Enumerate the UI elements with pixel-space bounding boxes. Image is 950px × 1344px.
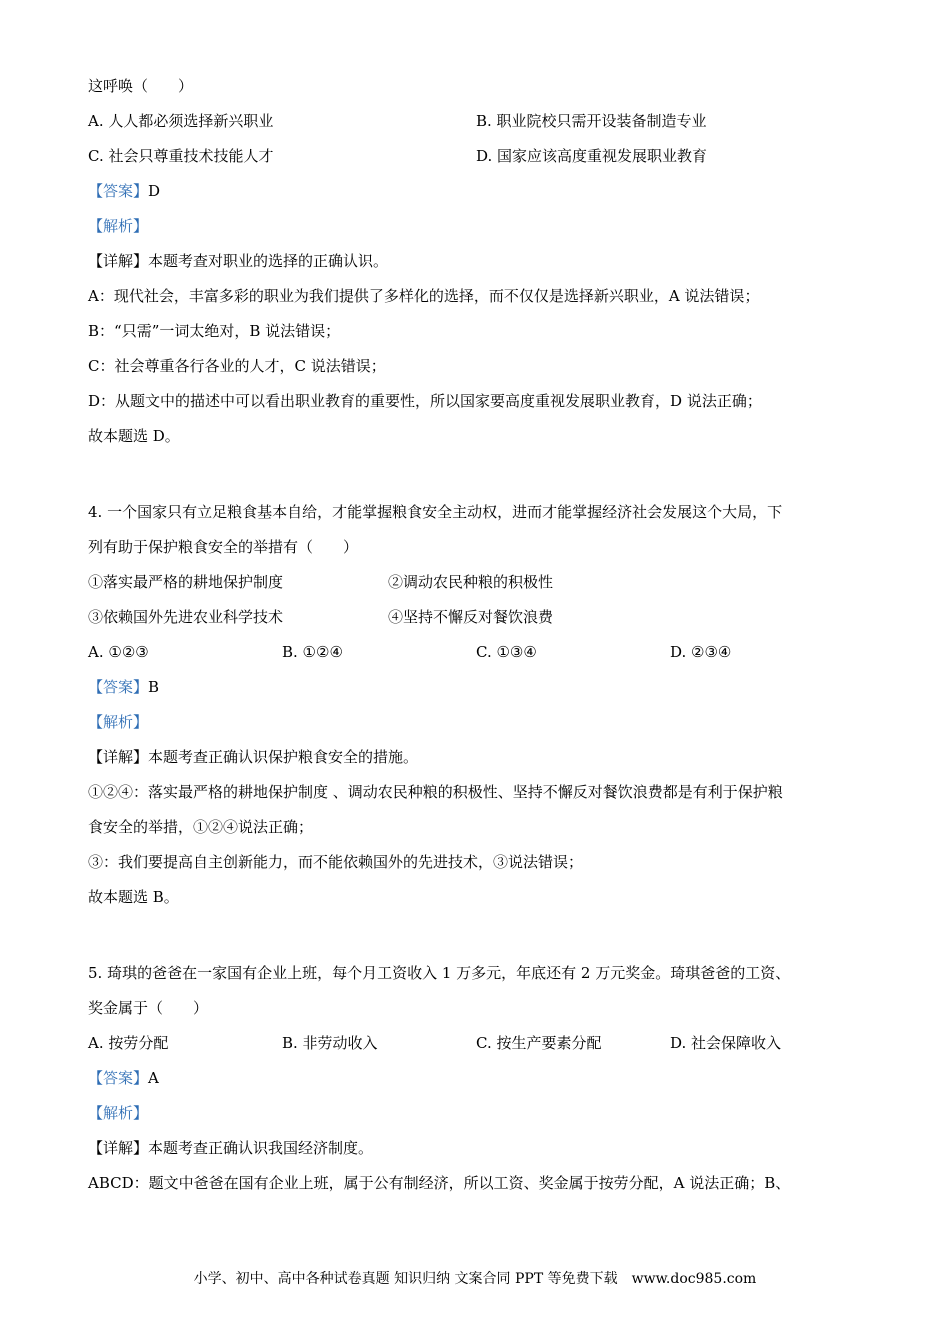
q4-item-2: ②调动农民种粮的积极性 <box>388 573 554 591</box>
q5-explanation-line: ABCD：题文中爸爸在国有企业上班，属于公有制经济，所以工资、奖金属于按劳分配，A 说法正确；B、 <box>88 1174 791 1192</box>
q3-option-d: D. 国家应该高度重视发展职业教育 <box>476 147 708 165</box>
q3-option-b: B. 职业院校只需开设装备制造专业 <box>476 112 707 130</box>
q4-detail <box>88 747 418 767</box>
answer-value: B <box>148 678 160 696</box>
q4-item-1: ①落实最严格的耕地保护制度 <box>88 573 284 591</box>
q4-option-d: D. ②③④ <box>670 643 732 661</box>
q4-option-b: B. ①②④ <box>282 643 343 661</box>
answer-tag: 【答案】 <box>88 1069 149 1087</box>
q5-stem-line1: 5. 琦琪的爸爸在一家国有企业上班，每个月工资收入 1 万多元，年底还有 2 万元奖金。琦琪爸爸的工资、 <box>88 964 791 982</box>
detail-text: 本题考查正确认识保护粮食安全的措施。 <box>148 748 419 766</box>
q4-item-3: ③依赖国外先进农业科学技术 <box>88 608 284 626</box>
answer-value: D <box>148 182 161 200</box>
q5-option-d: D. 社会保障收入 <box>670 1034 782 1052</box>
detail-tag: 【详解】 <box>88 748 149 766</box>
detail-tag: 【详解】 <box>88 1139 149 1157</box>
q4-stem-line2: 列有助于保护粮食安全的举措有（ ） <box>88 538 359 556</box>
q3-option-a: A. 人人都必须选择新兴职业 <box>88 112 274 130</box>
q4-option-a: A. ①②③ <box>88 643 149 661</box>
q3-explanation-line: A：现代社会，丰富多彩的职业为我们提供了多样化的选择，而不仅仅是选择新兴职业，A 说法错误； <box>88 287 760 305</box>
q4-stem-line1: 4. 一个国家只有立足粮食基本自给，才能掌握粮食安全主动权，进而才能掌握经济社会发展这个大局，下 <box>88 503 783 521</box>
detail-text: 本题考查对职业的选择的正确认识。 <box>148 252 389 270</box>
q4-explanation-line: 食安全的举措，①②④说法正确； <box>88 818 314 836</box>
q5-stem-line2: 奖金属于（ ） <box>88 999 209 1017</box>
q3-answer <box>88 181 160 201</box>
q4-answer <box>88 677 159 697</box>
q3-conclusion: 故本题选 D。 <box>88 427 180 445</box>
q4-explanation-line: ①②④：落实最严格的耕地保护制度 、调动农民种粮的积极性、坚持不懈反对餐饮浪费都是有利于保护粮 <box>88 783 783 801</box>
q3-detail <box>88 251 388 271</box>
q4-explanation-line: ③：我们要提高自主创新能力，而不能依赖国外的先进技术，③说法错误； <box>88 853 584 871</box>
answer-tag: 【答案】 <box>88 182 149 200</box>
q5-option-c: C. 按生产要素分配 <box>476 1034 602 1052</box>
q4-analysis-tag: 【解析】 <box>88 713 149 731</box>
q5-option-a: A. 按劳分配 <box>88 1034 169 1052</box>
q4-option-c: C. ①③④ <box>476 643 537 661</box>
page-footer: 小学、初中、高中各种试卷真题 知识归纳 文案合同 PPT 等免费下载 www.doc985.com <box>193 1271 757 1287</box>
detail-text: 本题考查正确认识我国经济制度。 <box>148 1139 374 1157</box>
q5-option-b: B. 非劳动收入 <box>282 1034 378 1052</box>
q5-analysis-tag: 【解析】 <box>88 1104 149 1122</box>
q3-explanation-line: C：社会尊重各行各业的人才，C 说法错误； <box>88 357 386 375</box>
q4-conclusion: 故本题选 B。 <box>88 888 179 906</box>
q3-explanation-line: B：“只需”一词太绝对，B 说法错误； <box>88 322 341 340</box>
answer-value: A <box>148 1069 159 1087</box>
q5-answer <box>88 1068 159 1088</box>
q5-detail <box>88 1138 373 1158</box>
answer-tag: 【答案】 <box>88 678 149 696</box>
q3-explanation-line: D：从题文中的描述中可以看出职业教育的重要性，所以国家要高度重视发展职业教育，D 说法正确； <box>88 392 762 410</box>
q3-analysis-tag: 【解析】 <box>88 217 149 235</box>
q3-stem-end: 这呼唤（ ） <box>88 77 194 95</box>
q4-item-4: ④坚持不懈反对餐饮浪费 <box>388 608 554 626</box>
detail-tag: 【详解】 <box>88 252 149 270</box>
q3-option-c: C. 社会只尊重技术技能人才 <box>88 147 274 165</box>
